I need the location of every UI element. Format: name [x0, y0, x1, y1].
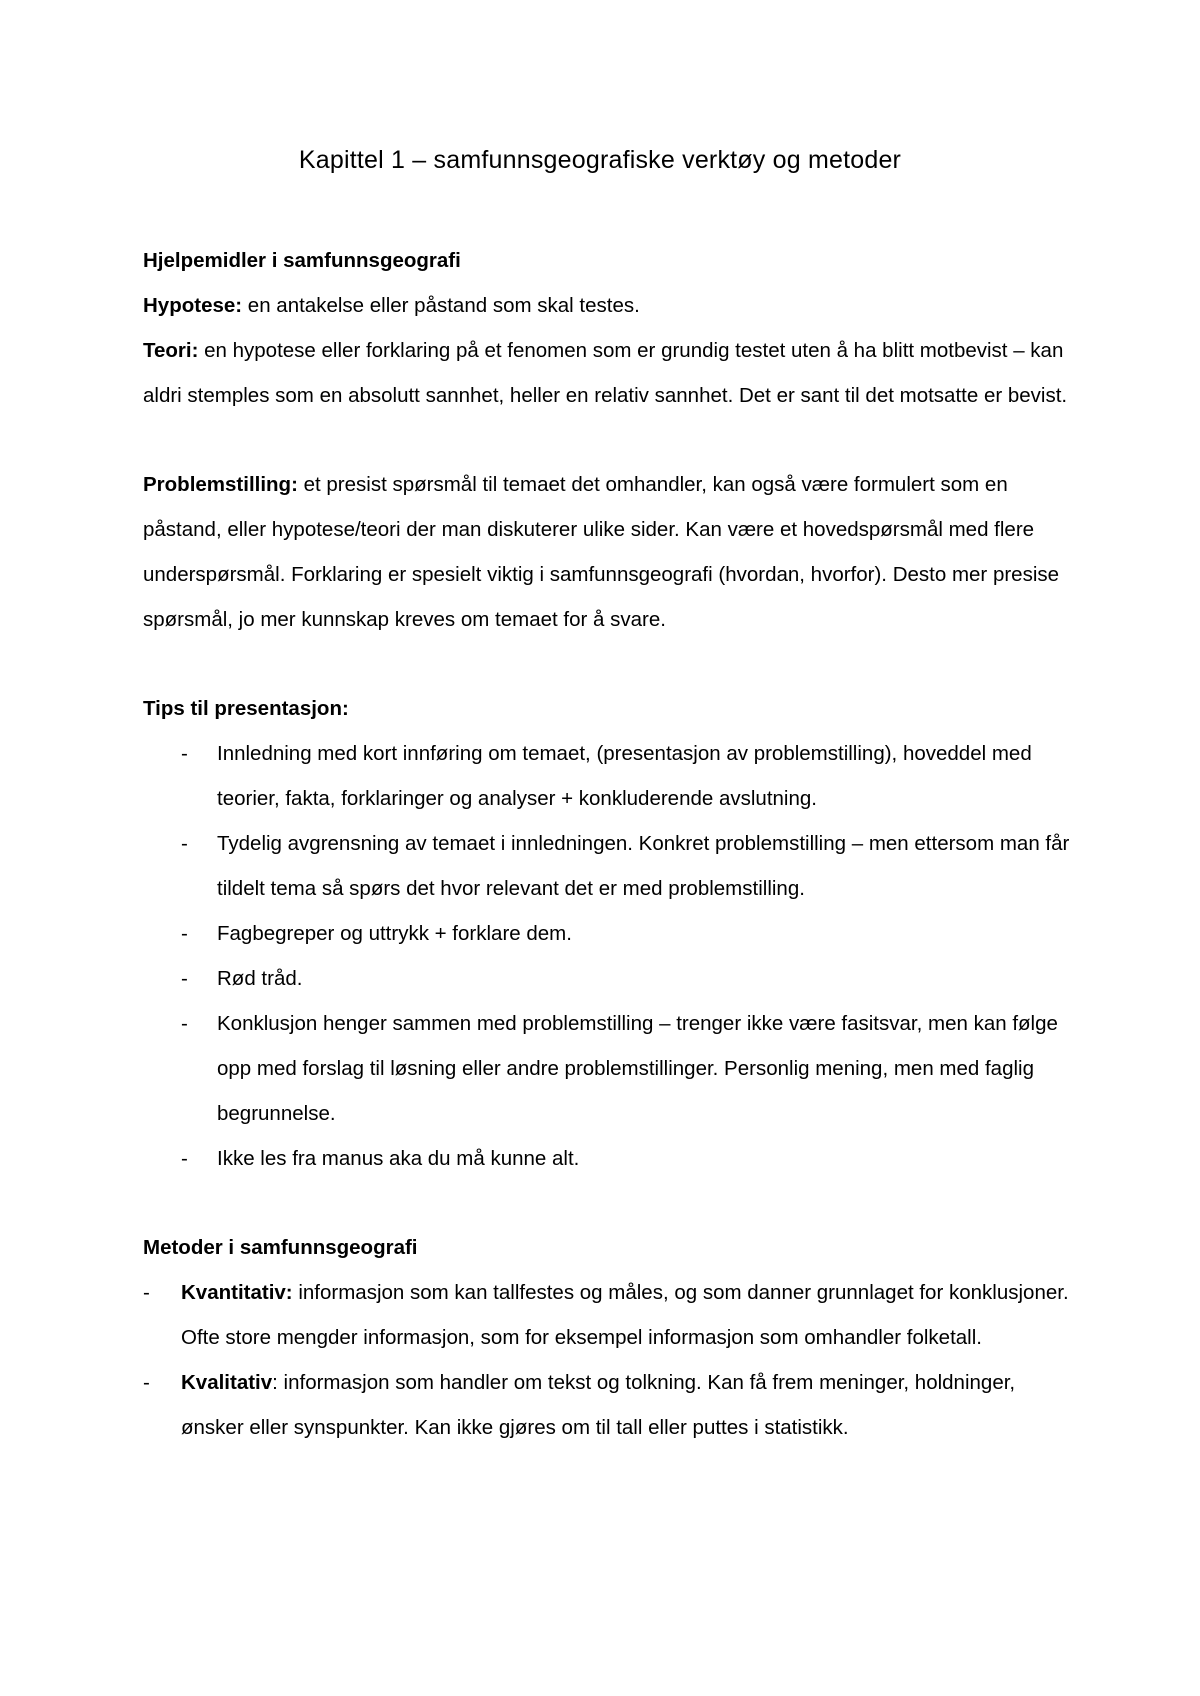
- definition-problemstilling: [143, 462, 1073, 642]
- dash-bullet: -: [181, 1012, 188, 1035]
- dash-bullet: -: [143, 1371, 150, 1394]
- dash-bullet: -: [181, 832, 188, 855]
- section-heading-metoder: Metoder i samfunnsgeografi: [143, 1236, 418, 1259]
- definition-hypotese: [143, 283, 1073, 328]
- term-teori: Teori:: [143, 339, 199, 362]
- page-title: Kapittel 1 – samfunnsgeografiske verktøy og metoder: [298, 146, 902, 174]
- tips-list: [143, 731, 1073, 1181]
- definition-teori-text: en hypotese eller forklaring på et fenomen som er grundig testet uten å ha blitt motbevist – kan aldri stemples som en absolutt sannhet, heller en relativ sannhet. Det er sant til det motsatte er bevist.: [143, 339, 1068, 407]
- list-item: [143, 956, 1073, 1001]
- dash-bullet: -: [143, 1281, 150, 1304]
- spacer: [143, 1181, 1073, 1225]
- dash-bullet: -: [181, 1147, 188, 1170]
- list-item-text: Rød tråd.: [217, 967, 303, 990]
- list-item-text: Innledning med kort innføring om temaet, (presentasjon av problemstilling), hoveddel med teorier, fakta, forklaringer og analyser + konkluderende avslutning.: [217, 742, 1032, 810]
- term-hypotese: Hypotese:: [143, 294, 243, 317]
- dash-bullet: -: [181, 967, 188, 990]
- spacer: [143, 418, 1073, 462]
- list-item-text: Konklusjon henger sammen med problemstilling – trenger ikke være fasitsvar, men kan følge opp med forslag til løsning eller andre problemstillinger. Personlig mening, men med faglig begrunnelse.: [217, 1012, 1058, 1125]
- spacer: [143, 642, 1073, 686]
- definition-problemstilling-text: et presist spørsmål til temaet det omhandler, kan også være formulert som en påstand, eller hypotese/teori der man diskuterer ulike sider. Kan være et hovedspørsmål med flere underspørsmål. Forklaring er spesielt viktig i samfunnsgeografi (hvordan, hvorfor). Desto mer presise spørsmål, jo mer kunnskap kreves om temaet for å svare.: [143, 473, 1060, 631]
- list-item: [143, 1270, 1073, 1360]
- definition-hypotese-text: en antakelse eller påstand som skal testes.: [242, 294, 640, 317]
- dash-bullet: -: [181, 922, 188, 945]
- section-heading-hjelpemidler: Hjelpemidler i samfunnsgeografi: [143, 249, 461, 272]
- document-body: [143, 238, 1073, 1450]
- list-item: [143, 1360, 1073, 1450]
- term-kvantitativ: Kvantitativ:: [181, 1281, 293, 1304]
- list-item-text: informasjon som kan tallfestes og måles, og som danner grunnlaget for konklusjoner. Ofte store mengder informasjon, som for eksempel informasjon som omhandler folketall.: [181, 1281, 1069, 1349]
- section-heading-tips: Tips til presentasjon:: [143, 697, 349, 720]
- list-item: [143, 1136, 1073, 1181]
- definition-teori: [143, 328, 1073, 418]
- term-problemstilling: Problemstilling:: [143, 473, 298, 496]
- list-item: [143, 911, 1073, 956]
- list-item-text: : informasjon som handler om tekst og tolkning. Kan få frem meninger, holdninger, ønsker eller synspunkter. Kan ikke gjøres om til tall eller puttes i statistikk.: [181, 1371, 1016, 1439]
- dash-bullet: -: [181, 742, 188, 765]
- list-item: [143, 1001, 1073, 1136]
- list-item-text: Fagbegreper og uttrykk + forklare dem.: [217, 922, 572, 945]
- methods-list: [143, 1270, 1073, 1450]
- list-item-text: Tydelig avgrensning av temaet i innledningen. Konkret problemstilling – men ettersom man får tildelt tema så spørs det hvor relevant det er med problemstilling.: [217, 832, 1070, 900]
- term-kvalitativ: Kvalitativ: [181, 1371, 273, 1394]
- list-item: [143, 821, 1073, 911]
- list-item-text: Ikke les fra manus aka du må kunne alt.: [217, 1147, 580, 1170]
- list-item: [143, 731, 1073, 821]
